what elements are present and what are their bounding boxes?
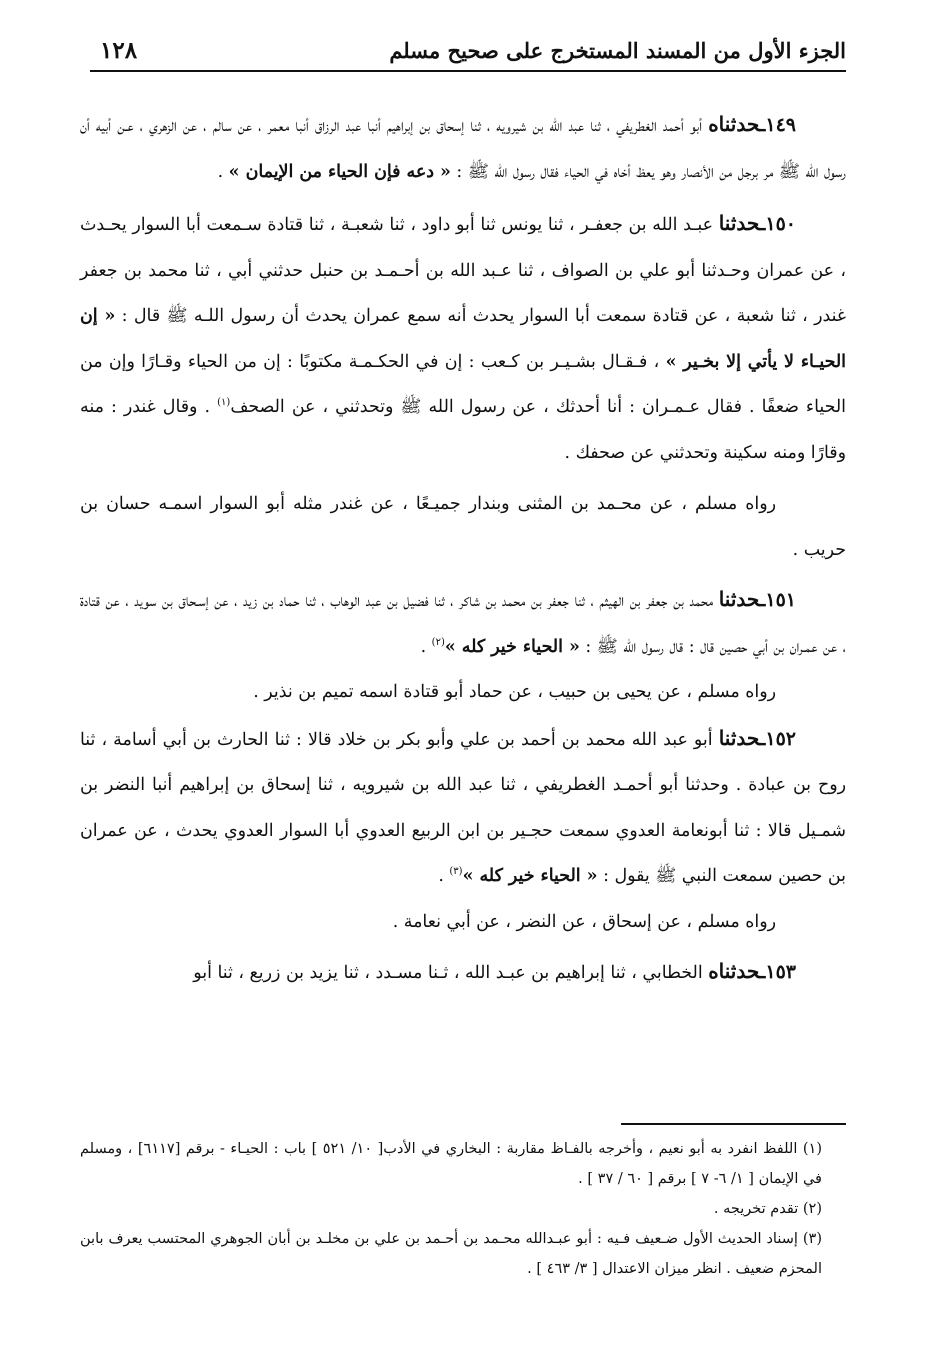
hadith-text: الخطابي ، ثنا إبراهيم بن عبـد الله ، ثـنا مسـدد ، ثنا يزيد بن زريع ، ثنا أبو — [193, 963, 709, 983]
page-header — [90, 30, 846, 72]
hadith-number: ١٤٩ـ — [759, 114, 796, 136]
hadith-end: . — [420, 636, 432, 657]
page-number: ١٢٨ — [100, 36, 138, 64]
hadith-keyword: حدثناه — [708, 112, 760, 136]
hadith-end: . — [217, 161, 229, 182]
hadith-number: ١٥٣ـ — [759, 961, 796, 983]
riwaya-151: رواه مسلم ، عن يحيى بن حبيب ، عن حماد أبو قتادة اسمه تميم بن نذير . — [253, 682, 776, 702]
hadith-number: ١٥١ـ — [759, 589, 796, 611]
hadith-number: ١٥٢ـ — [759, 727, 796, 750]
hadith-keyword: حدثنا — [718, 587, 760, 611]
footnote-1: (١) اللفظ انفرد به أبو نعيم ، وأخرجه بالفـاظ مقاربة : البخاري في الأدب[ ١٠/ ٥٢١ ] باب : الحيـاء - برقم [٦١١٧] ، ومسلم في الإيمان [ ١/ ٦- ٧ ] برقم [ ٦٠ / ٣٧ ] . — [80, 1141, 822, 1187]
riwaya-152: رواه مسلم ، عن إسحاق ، عن النضر ، عن أبي نعامة . — [392, 911, 776, 932]
hadith-keyword: حدثنا — [718, 211, 760, 235]
hadith-text-cont: ، فـقـال بشـيـر بن كـعب : إن في الحكـمـة مكتوبًا : إن من الحياء وقـارًا وإن من الحياء ضعفًا . فقال عـمـران : أنا أحدثك ، عن رسول الله ﷺ وتحدثني ، عن الصحف — [80, 351, 846, 417]
hadith-153 — [80, 949, 846, 997]
hadith-text: محمد بن جعفر بن الهيثم ، ثنا جعفر بن محمد بن شاكر ، ثنا فضيل بن عبد الوهاب ، ثنا حماد بن زيد ، عن إسـحاق بن سويد ، عن قتادة ، عن عمـران بن أبي حصين قال : قال رسول الله ﷺ : — [80, 591, 846, 657]
hadith-keyword: حدثناه — [708, 959, 760, 983]
footnote-ref[interactable]: (٣) — [449, 866, 463, 878]
footnote-3: (٣) إسناد الحديث الأول ضـعيف فـيه : أبو عبـدالله محـمد بن أحـمد بن علي بن مخلـد بن أبان الجوهري المحتسب يعرف بابن المحزم ضعيف . انظر ميزان الاعتدال [ ٣/ ٤٦٣ ] . — [80, 1231, 822, 1277]
hadith-text: عبـد الله بن جعفـر ، ثنا يونس ثنا أبو داود ، ثنا شعبـة ، ثنا قتادة سـمعت أبا السوار يحـدث ، عن عمران وحـدثنا أبو علي بن الصواف ، ثنا عـبد الله بن أحـمـد بن حنبل حدثني أبي ، ثنا محمد بن جعفر غندر ، ثنا شعبة ، عن قتادة سمعت أبا السوار يحدث أنه سمع عمران يحدث أن رسول اللـه ﷺ قال : — [80, 215, 846, 326]
footnote-ref[interactable]: (١) — [217, 397, 231, 409]
hadith-end: . — [438, 866, 450, 886]
running-title: الجزء الأول من المسند المستخرج على صحيح مسلم — [389, 37, 846, 63]
footnote-2: (٢) تقدم تخريجه . — [713, 1201, 822, 1217]
footnotes — [80, 1134, 822, 1284]
hadith-text-end: . وقال غندر : منه وقارًا ومنه سكينة وتحدثني عن صحفك . — [80, 397, 846, 463]
hadith-text: أبو أحمد الغطريفي ، ثنا عبد الله بن شيرويه ، ثنا إسحاق بن إبراهيم أنبا عبد الرزاق أنبا معمر ، عن سالم ، عن الزهري ، عـن أبيه أن رسول الله ﷺ مر برجل من الأنصار وهو يعظ أخاه في الحياء فقال رسول الله ﷺ : — [80, 116, 846, 182]
hadith-150 — [80, 201, 846, 476]
hadith-text: أبو عبد الله محمد بن أحمد بن علي وأبو بكر بن خلاد قالا : ثنا الحارث بن أبي أسامة ، ثنا روح بن عبادة . وحدثنا أبو أحمـد الغطريفي ، ثنا عبد الله بن شيرويه ، ثنا إسحاق بن إبراهيم أنبا النضر بن شمـيل قالا : ثنا أبونعامة العدوي سمعت حجـير بن ابن الربيع العدوي أبا السوار العدوي يحدث ، عن عمران بن حصين سمعت النبي ﷺ يقول : — [80, 729, 846, 886]
riwaya-150: رواه مسلم ، عن محـمد بن المثنى وبندار جميـعًا ، عن غندر مثله أبو السوار اسمـه حسان بن حريب . — [80, 494, 846, 560]
hadith-151 — [80, 577, 846, 670]
hadith-keyword: حدثنا — [718, 725, 760, 750]
prophetic-quote: « الحياء خير كله » — [462, 866, 598, 886]
footnote-separator — [621, 1123, 846, 1125]
prophetic-quote: « الحياء خير كله » — [444, 636, 580, 657]
hadith-152 — [80, 716, 846, 900]
footnote-ref[interactable]: (٢) — [431, 636, 445, 648]
prophetic-quote: « دعه فإن الحياء من الإيمان » — [228, 161, 451, 182]
page-body — [80, 102, 846, 997]
hadith-number: ١٥٠ـ — [759, 213, 796, 235]
prophetic-quote: « إن الحيـاء لا يأتي إلا بخـير » — [80, 306, 846, 372]
hadith-149 — [80, 102, 846, 195]
